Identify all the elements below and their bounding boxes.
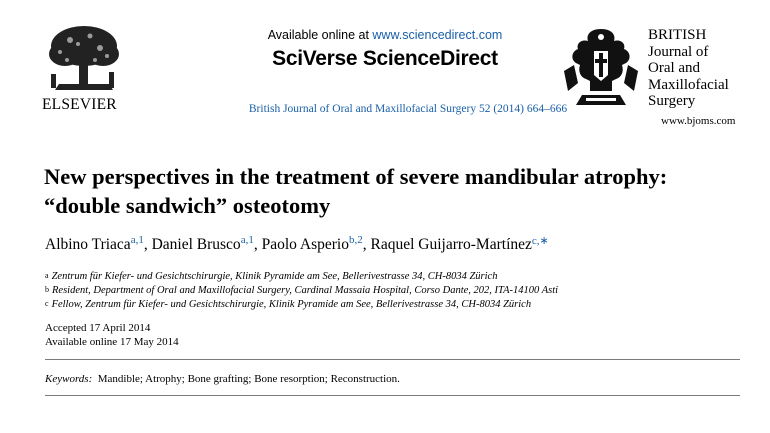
affiliation-item	[45, 299, 531, 310]
available-online-date: Available online 17 May 2014	[45, 336, 179, 348]
author-affiliation-marker[interactable]: a,1	[130, 234, 144, 246]
divider	[45, 395, 740, 396]
author-separator: ,	[143, 236, 152, 253]
journal-url-link[interactable]: www.bjoms.com	[661, 115, 736, 127]
author-name[interactable]: Raquel Guijarro-Martínez	[370, 236, 532, 253]
divider	[45, 359, 740, 360]
journal-title-line-4: Maxillofacial	[648, 76, 729, 93]
author-name[interactable]: Albino Triaca	[45, 236, 131, 253]
article-dates	[45, 321, 179, 349]
author-list	[45, 236, 745, 254]
author-affiliation-marker[interactable]: c,∗	[531, 235, 549, 247]
author-separator: ,	[253, 236, 262, 253]
author-name[interactable]: Daniel Brusco	[151, 236, 241, 253]
journal-title-line-5: Surgery	[648, 93, 696, 109]
keywords-label: Keywords:	[45, 373, 93, 385]
affiliation-item	[45, 271, 497, 282]
bjoms-crest-icon	[560, 25, 642, 109]
affiliation-text: Fellow, Zentrum für Kiefer- und Gesichtschirurgie, Klinik Pyramide am See, Bellerivestrasse 34, CH-8034 Zürich	[51, 299, 532, 310]
author-affiliation-marker[interactable]: a,1	[240, 234, 254, 246]
affiliation-text: Zentrum für Kiefer- und Gesichtschirurgie, Klinik Pyramide am See, Bellerivestrasse 34, CH-8034 Zürich	[51, 271, 498, 282]
article-title: New perspectives in the treatment of severe mandibular atrophy: “double sandwich” osteotomy	[44, 164, 668, 218]
affiliation-mark: c	[45, 299, 49, 308]
journal-title-line-3: Oral and	[648, 60, 701, 76]
available-prefix: Available online at	[267, 28, 373, 42]
sciencedirect-link[interactable]: www.sciencedirect.com	[372, 28, 503, 42]
journal-reference-link[interactable]: British Journal of Oral and Maxillofacial Surgery 52 (2014) 664–666	[248, 103, 568, 115]
accepted-date: Accepted 17 April 2014	[45, 322, 151, 334]
publisher-name: ELSEVIER	[42, 96, 117, 113]
affiliation-item	[45, 285, 558, 296]
keywords-line	[45, 373, 400, 385]
affiliation-text: Resident, Department of Oral and Maxillofacial Surgery, Cardinal Massaia Hospital, Corso Dante, 202, ITA-14100 Asti	[52, 285, 559, 296]
journal-title-block	[648, 27, 758, 110]
sciverse-logo-text: SciVerse ScienceDirect	[272, 47, 498, 70]
journal-title-line-2: Journal of	[648, 43, 709, 60]
author-separator: ,	[362, 236, 371, 253]
affiliation-mark: a	[45, 271, 49, 280]
journal-title-line-1: BRITISH	[648, 27, 707, 43]
affiliation-mark: b	[45, 285, 49, 294]
author-name[interactable]: Paolo Asperio	[261, 236, 349, 253]
keywords-text: Mandible; Atrophy; Bone grafting; Bone resorption; Reconstruction.	[97, 373, 400, 385]
author-affiliation-marker[interactable]: b,2	[348, 234, 363, 246]
